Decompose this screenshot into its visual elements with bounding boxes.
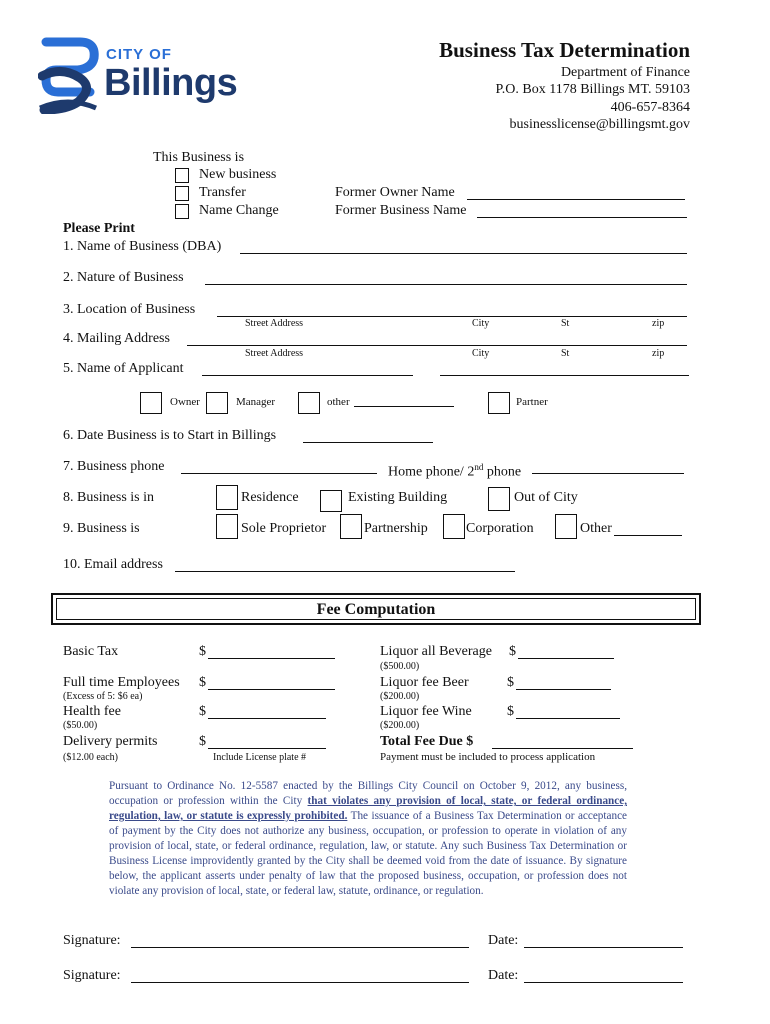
- field-7-label: 7. Business phone: [63, 459, 165, 474]
- out-of-city-checkbox[interactable]: [488, 487, 510, 511]
- applicant-name-field[interactable]: [202, 375, 413, 376]
- liquor-beer-dollar: $: [507, 675, 514, 690]
- owner-label: Owner: [170, 396, 200, 408]
- this-business-label: This Business is: [153, 150, 245, 165]
- email-address: businesslicense@billingsmt.gov: [509, 117, 690, 132]
- partner-label: Partner: [516, 396, 548, 408]
- partnership-checkbox[interactable]: [340, 514, 362, 539]
- manager-checkbox[interactable]: [206, 392, 228, 414]
- owner-checkbox[interactable]: [140, 392, 162, 414]
- other-type-field[interactable]: [614, 535, 682, 536]
- location-street-sub: Street Address: [245, 318, 304, 329]
- health-fee-note: ($50.00): [63, 720, 98, 731]
- liquor-all-field[interactable]: [518, 658, 614, 659]
- business-phone-field[interactable]: [181, 473, 377, 474]
- health-fee-dollar: $: [199, 704, 206, 719]
- liquor-all-dollar: $: [509, 644, 516, 659]
- mailing-zip-sub: zip: [652, 348, 665, 359]
- new-business-checkbox[interactable]: [175, 168, 189, 183]
- ordinance-notice: Pursuant to Ordinance No. 12-5587 enacted by the Billings City Council on October 9, 2012, any business, occupation or profession within the City that violates any provision of local, state, or federal ordinance, regulation, law, or statute is expressly prohibited. The issuance of a Business Tax Determination or acceptance of payment by the City does not authorize any business, occupation, or profession to operate in violation of any provision of local, state, or federal ordinance, regulation, law, or statute. Any such Business Tax Determination or Business License improvidently granted by the City shall be deemed void from the date of issuance. By signature below, the applicant asserts under penalty of law that the proposed business, occupation, or profession does not violate any provision of local, state, or federal law, statute, ordinance, or regulation.: [109, 780, 628, 897]
- employees-field[interactable]: [208, 689, 335, 690]
- delivery-permits-label: Delivery permits: [63, 734, 158, 749]
- liquor-beer-label: Liquor fee Beer: [380, 675, 469, 690]
- sole-proprietor-label: Sole Proprietor: [241, 521, 327, 536]
- basic-tax-field[interactable]: [208, 658, 335, 659]
- date-field-1[interactable]: [524, 947, 683, 948]
- name-change-checkbox[interactable]: [175, 204, 189, 219]
- employees-note: (Excess of 5: $6 ea): [63, 691, 143, 702]
- field-5-label: 5. Name of Applicant: [63, 361, 184, 376]
- location-field[interactable]: [217, 316, 687, 317]
- business-name-field[interactable]: [240, 253, 687, 254]
- partnership-label: Partnership: [364, 521, 428, 536]
- home-phone-field[interactable]: [532, 473, 684, 474]
- sole-proprietor-checkbox[interactable]: [216, 514, 238, 539]
- liquor-wine-note: ($200.00): [380, 720, 420, 731]
- total-fee-label: Total Fee Due $: [380, 734, 474, 749]
- field-1-label: 1. Name of Business (DBA): [63, 239, 222, 254]
- field-10-label: 10. Email address: [63, 557, 163, 572]
- applicant-name-field-2[interactable]: [440, 375, 689, 376]
- phone-number: 406-657-8364: [610, 100, 690, 115]
- please-print-heading: Please Print: [63, 221, 135, 236]
- prohibited-clause: that violates any provision of local, state, or federal ordinance, regulation, law, or statute is expressly prohibited.: [109, 795, 627, 822]
- mailing-address-field[interactable]: [187, 345, 687, 346]
- start-date-field[interactable]: [303, 442, 433, 443]
- payment-note: Payment must be included to process application: [380, 751, 596, 763]
- transfer-label: Transfer: [199, 185, 246, 200]
- field-8-label: 8. Business is in: [63, 490, 155, 505]
- other-role-label: other: [327, 396, 350, 408]
- fee-computation-title: Fee Computation: [316, 601, 436, 618]
- liquor-beer-field[interactable]: [516, 689, 611, 690]
- department: Department of Finance: [560, 65, 690, 80]
- existing-building-label: Existing Building: [348, 490, 448, 505]
- date-label-2: Date:: [488, 968, 519, 983]
- employees-label: Full time Employees: [63, 675, 180, 690]
- field-4-label: 4. Mailing Address: [63, 331, 170, 346]
- liquor-wine-label: Liquor fee Wine: [380, 704, 472, 719]
- home-phone-label: Home phone/ 2nd phone: [388, 462, 522, 480]
- date-label-1: Date:: [488, 933, 519, 948]
- health-fee-field[interactable]: [208, 718, 326, 719]
- partner-checkbox[interactable]: [488, 392, 510, 414]
- liquor-wine-field[interactable]: [516, 718, 620, 719]
- health-fee-label: Health fee: [63, 704, 121, 719]
- other-type-checkbox[interactable]: [555, 514, 577, 539]
- liquor-wine-dollar: $: [507, 704, 514, 719]
- former-owner-field[interactable]: [467, 199, 685, 200]
- date-field-2[interactable]: [524, 982, 683, 983]
- signature-field-1[interactable]: [131, 947, 469, 948]
- former-owner-label: Former Owner Name: [335, 185, 455, 200]
- delivery-permits-field[interactable]: [208, 748, 326, 749]
- city-logo: [38, 36, 238, 116]
- basic-tax-label: Basic Tax: [63, 644, 119, 659]
- signature-label-1: Signature:: [63, 933, 121, 948]
- fee-computation-header: [51, 593, 701, 625]
- liquor-all-label: Liquor all Beverage: [380, 644, 492, 659]
- former-business-label: Former Business Name: [335, 203, 467, 218]
- form-title: Business Tax Determination: [439, 38, 690, 62]
- out-of-city-label: Out of City: [514, 490, 578, 505]
- other-type-label: Other: [580, 521, 612, 536]
- basic-tax-dollar: $: [199, 644, 206, 659]
- total-fee-field[interactable]: [492, 748, 633, 749]
- residence-checkbox[interactable]: [216, 485, 238, 510]
- corporation-checkbox[interactable]: [443, 514, 465, 539]
- liquor-beer-note: ($200.00): [380, 691, 420, 702]
- nature-of-business-field[interactable]: [205, 284, 687, 285]
- delivery-permits-note: ($12.00 each): [63, 752, 118, 763]
- employees-dollar: $: [199, 675, 206, 690]
- logo-mark-icon: [38, 36, 100, 114]
- license-plate-note: Include License plate #: [213, 752, 307, 763]
- transfer-checkbox[interactable]: [175, 186, 189, 201]
- residence-label: Residence: [241, 490, 299, 505]
- corporation-label: Corporation: [466, 521, 534, 536]
- mailing-st-sub: St: [561, 348, 570, 359]
- field-2-label: 2. Nature of Business: [63, 270, 184, 285]
- name-change-label: Name Change: [199, 203, 279, 218]
- location-zip-sub: zip: [652, 318, 665, 329]
- field-9-label: 9. Business is: [63, 521, 140, 536]
- logo-city-of: CITY OF: [106, 46, 172, 63]
- field-3-label: 3. Location of Business: [63, 302, 196, 317]
- mailing-city-sub: City: [472, 348, 490, 359]
- other-role-checkbox[interactable]: [298, 392, 320, 414]
- former-business-field[interactable]: [477, 217, 687, 218]
- location-city-sub: City: [472, 318, 490, 329]
- field-6-label: 6. Date Business is to Start in Billings: [63, 428, 277, 443]
- existing-building-checkbox[interactable]: [320, 490, 342, 512]
- logo-billings: Billings: [104, 62, 238, 104]
- signature-label-2: Signature:: [63, 968, 121, 983]
- delivery-permits-dollar: $: [199, 734, 206, 749]
- location-st-sub: St: [561, 318, 570, 329]
- manager-label: Manager: [236, 396, 276, 408]
- signature-field-2[interactable]: [131, 982, 469, 983]
- email-field[interactable]: [175, 571, 515, 572]
- mailing-street-sub: Street Address: [245, 348, 304, 359]
- liquor-all-note: ($500.00): [380, 661, 420, 672]
- new-business-label: New business: [199, 167, 277, 182]
- other-role-field[interactable]: [354, 406, 454, 407]
- po-box: P.O. Box 1178 Billings MT. 59103: [495, 82, 690, 97]
